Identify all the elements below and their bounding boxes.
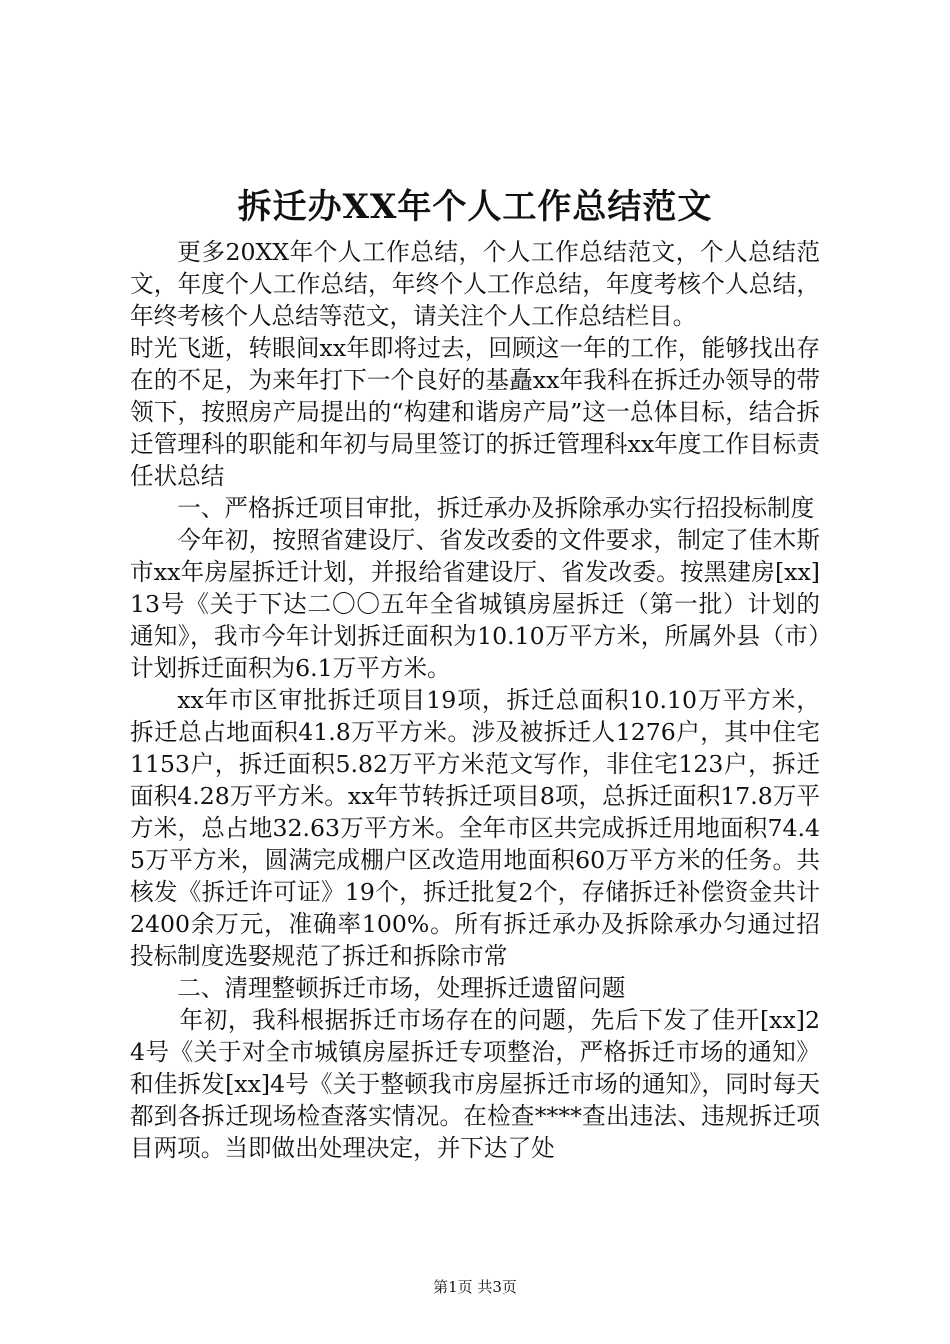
paragraph-cleanup: 年初，我科根据拆迁市场存在的问题，先后下发了佳开[xx]24号《关于对全市城镇房屋拆迁专项整治，严格拆迁市场的通知》和佳拆发[xx]4号《关于整顿我市房屋拆迁市场的通知》，同时每天都到各拆迁现场检查落实情况。在检查****查出违法、违规拆迁项目两项。当即做出处理决定，并下达了处	[130, 1006, 820, 1162]
paragraph-statistics: xx年市区审批拆迁项目19项，拆迁总面积10.10万平方米，拆迁总占地面积41.8万平方米。涉及被拆迁人1276户，其中住宅1153户，拆迁面积5.82万平方米范文写作，非住宅123户，拆迁面积4.28万平方米。xx年节转拆迁项目8项，总拆迁面积17.8万平方米，总占地32.63万平方米。全年市区共完成拆迁用地面积74.45万平方米，圆满完成棚户区改造用地面积60万平方米的任务。共核发《拆迁许可证》19个，拆迁批复2个，存储拆迁补偿资金共计2400余万元，准确率100%。所有拆迁承办及拆除承办匀通过招投标制度选娶规范了拆迁和拆除市常	[130, 686, 820, 970]
section-heading-1: 一、严格拆迁项目审批，拆迁承办及拆除承办实行招投标制度	[177, 494, 815, 522]
document-title: 拆迁办XX年个人工作总结范文	[237, 187, 713, 227]
paragraph-intro: 更多20XX年个人工作总结，个人工作总结范文，个人总结范文，年度个人工作总结，年终个人工作总结，年度考核个人总结，年终考核个人总结等范文，请关注个人工作总结栏目。	[130, 238, 820, 330]
document-body	[130, 236, 820, 1164]
paragraph-plan: 今年初，按照省建设厅、省发改委的文件要求，制定了佳木斯市xx年房屋拆迁计划，并报给省建设厅、省发改委。按黑建房[xx]13号《关于下达二〇〇五年全省城镇房屋拆迁（第一批）计划的通知》，我市今年计划拆迁面积为10.10万平方米，所属外县（市）计划拆迁面积为6.1万平方米。	[130, 526, 820, 682]
page-footer: 第1页 共3页	[433, 1278, 517, 1296]
section-heading-2: 二、清理整顿拆迁市场，处理拆迁遗留问题	[177, 974, 626, 1002]
paragraph-summary: 时光飞逝，转眼间xx年即将过去，回顾这一年的工作，能够找出存在的不足，为来年打下一个良好的基矗xx年我科在拆迁办领导的带领下，按照房产局提出的“构建和谐房产局”这一总体目标，结合拆迁管理科的职能和年初与局里签订的拆迁管理科xx年度工作目标责任状总结	[130, 334, 820, 490]
